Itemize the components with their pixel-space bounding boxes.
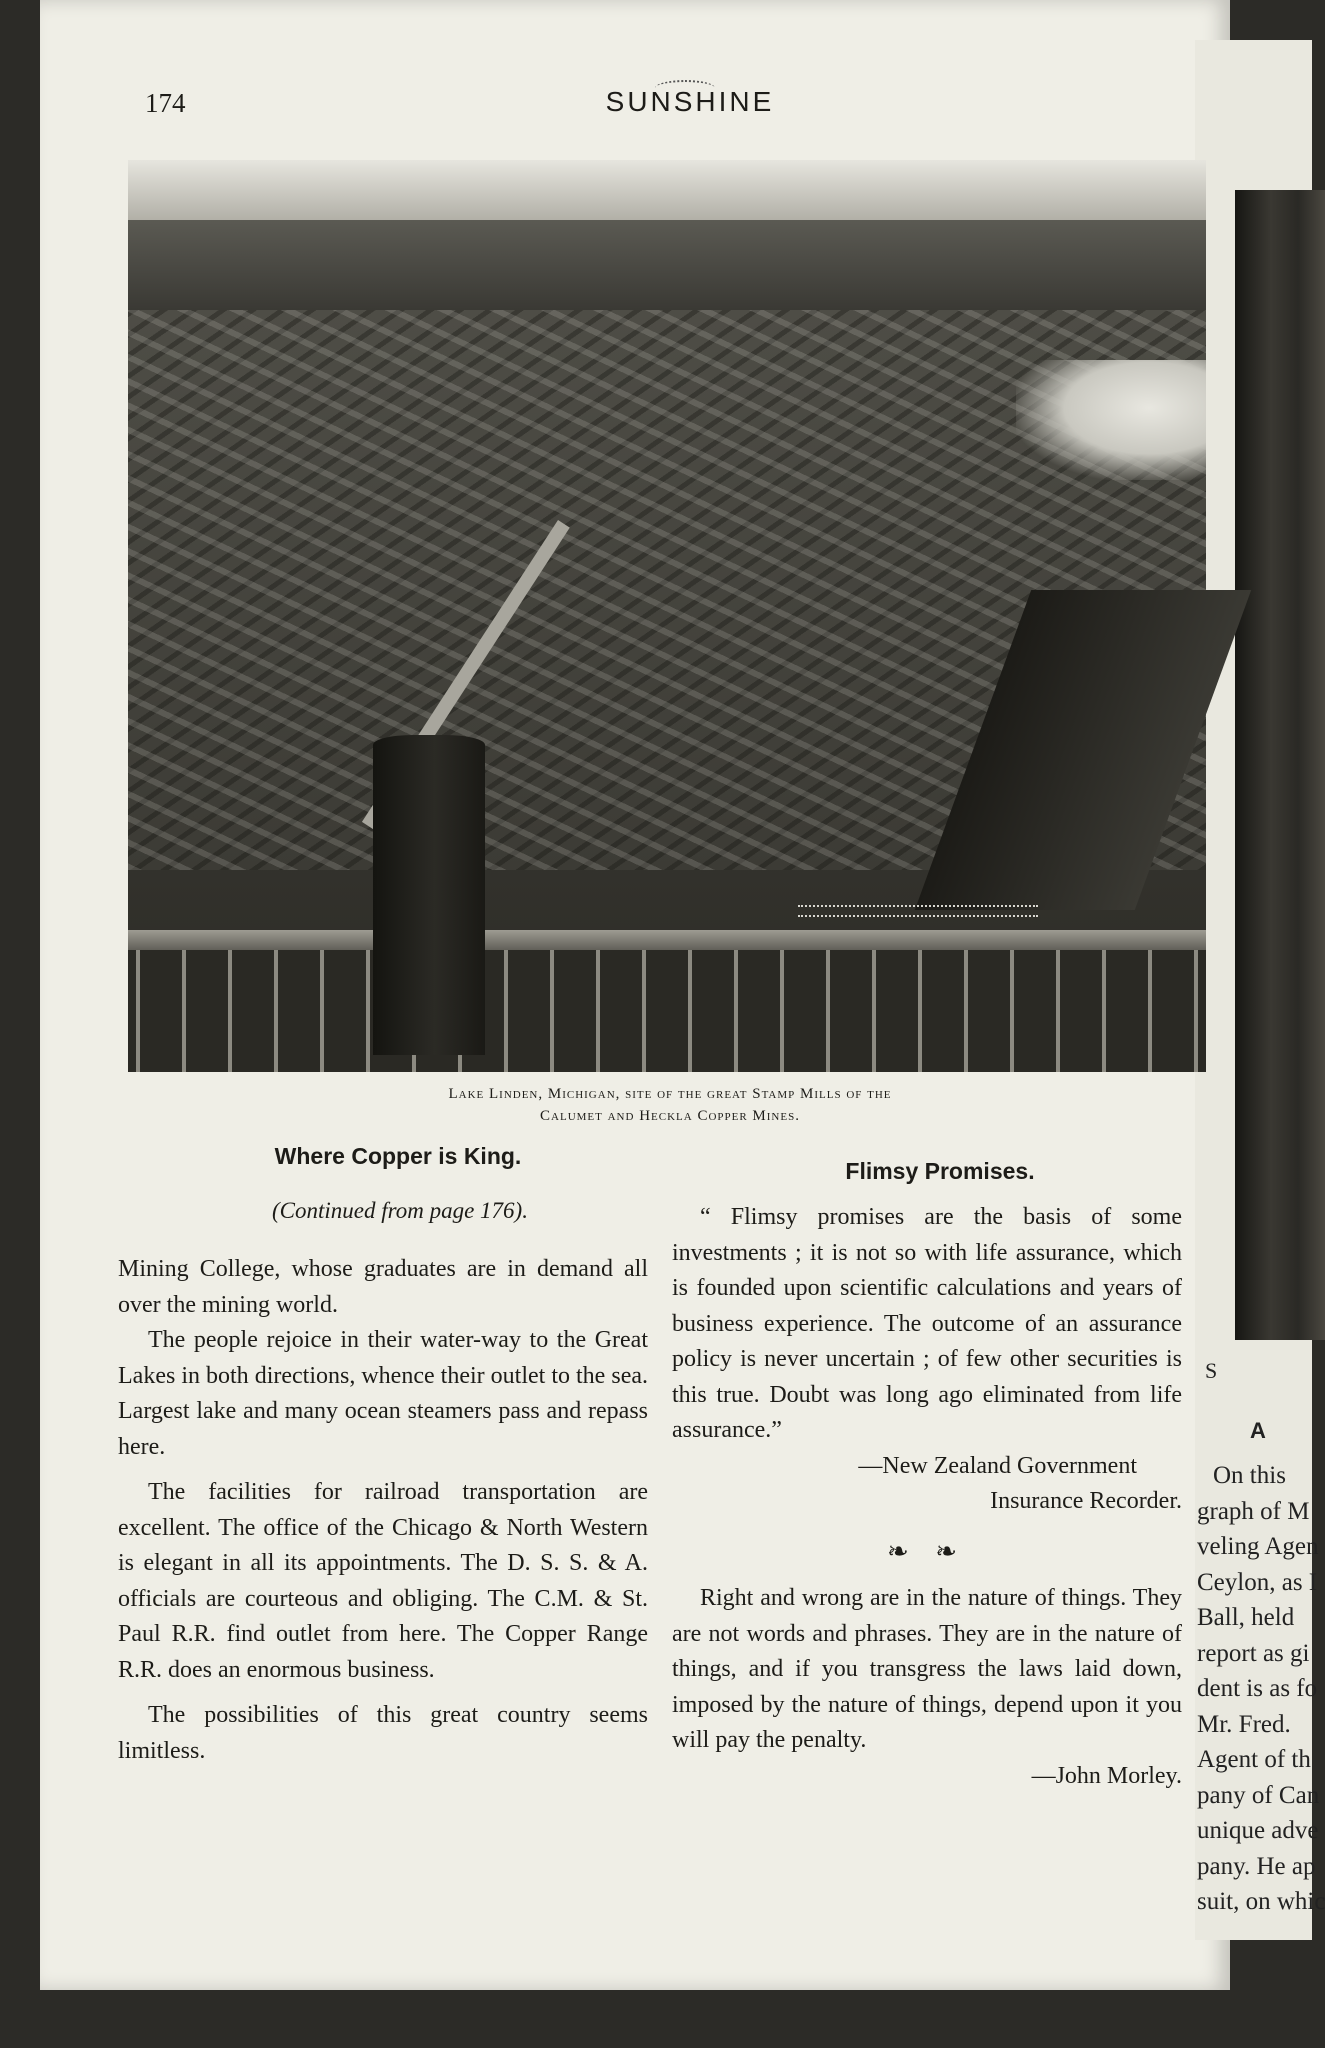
paragraph: The people rejoice in their water-way to the Great Lakes in both directions, whence their outlet to the sea. Largest lake and many ocean steamers pass and repass here.	[118, 1327, 648, 1460]
photo-water-tower	[373, 735, 485, 1055]
next-page-line: report as gi	[1197, 1639, 1310, 1667]
quote-attribution-line-1: —New Zealand Government	[858, 1452, 1137, 1479]
next-page-line: Ceylon, as I	[1197, 1568, 1318, 1596]
paragraph: The possibilities of this great country seems limitless.	[118, 1702, 648, 1764]
next-page-line: On this	[1213, 1462, 1286, 1489]
quote-text: “ Flimsy promises are the basis of some investments ; it is not so with life assurance, which is founded upon scientific calculations and years of business experience. The outcome of an assurance policy is never uncertain ; of few other securities is this true. Doubt was long ago eliminated from life assurance.”	[672, 1204, 1182, 1443]
lake-linden-photograph	[128, 160, 1206, 1072]
caption-line-1: Lake Linden, Michigan, site of the great Stamp Mills of the	[448, 1086, 892, 1102]
second-quote-attribution: —John Morley.	[1031, 1762, 1182, 1789]
left-article-title: Where Copper is King.	[274, 1143, 522, 1169]
right-article-title: Flimsy Promises.	[845, 1158, 1035, 1184]
page-number: 174	[145, 88, 186, 118]
leaf-ornament-icon: ❧ ❧	[886, 1536, 968, 1566]
next-page-line: Agent of th	[1197, 1746, 1311, 1773]
left-article-body	[118, 1252, 648, 1769]
photo-mill-sign	[798, 905, 1038, 917]
next-page-line: veling Agen	[1197, 1533, 1319, 1560]
right-article-body	[672, 1200, 1182, 1794]
next-page-line: suit, on whic	[1197, 1888, 1325, 1915]
next-page-line: Ball, held	[1197, 1604, 1295, 1631]
portrait-photo-fragment	[1235, 190, 1325, 1340]
photo-lake	[1016, 360, 1206, 480]
caption-line-2: Calumet and Heckla Copper Mines.	[540, 1108, 800, 1124]
paragraph: The facilities for railroad transportation are excellent. The office of the Chicago & North Western is elegant in all its appointments. The D. S. S. & A. officials are courteous and obliging. The C.M. & St. Paul R.R. find outlet from here. The Copper Range R.R. does an enormous business.	[118, 1479, 648, 1683]
continued-note: (Continued from page 176).	[272, 1198, 528, 1223]
next-page-line: pany of Can	[1197, 1781, 1320, 1809]
next-page-line: dent is as fo	[1197, 1675, 1318, 1702]
quote-attribution-line-2: Insurance Recorder.	[990, 1488, 1182, 1514]
photo-hills	[128, 220, 1206, 310]
second-quote-text: Right and wrong are in the nature of things. They are not words and phrases. They are in the nature of things, and if you transgress the laws laid down, imposed by the nature of things, depend upon it you will pay the penalty.	[672, 1585, 1182, 1753]
next-page-line: graph of M	[1197, 1497, 1310, 1525]
photo-trestle	[128, 950, 1206, 1072]
paragraph: Mining College, whose graduates are in demand all over the mining world.	[118, 1256, 648, 1318]
masthead-title: SUNSHINE	[605, 86, 775, 117]
next-page-line: pany. He ap	[1197, 1852, 1316, 1880]
next-page-heading-fragment: A	[1250, 1418, 1266, 1443]
photo-caption	[240, 1083, 1100, 1127]
next-page-edge	[1195, 40, 1325, 1940]
next-page-line: unique adve	[1197, 1817, 1319, 1844]
next-page-line: Mr. Fred.	[1197, 1710, 1291, 1738]
next-page-fragment: S	[1205, 1358, 1218, 1383]
